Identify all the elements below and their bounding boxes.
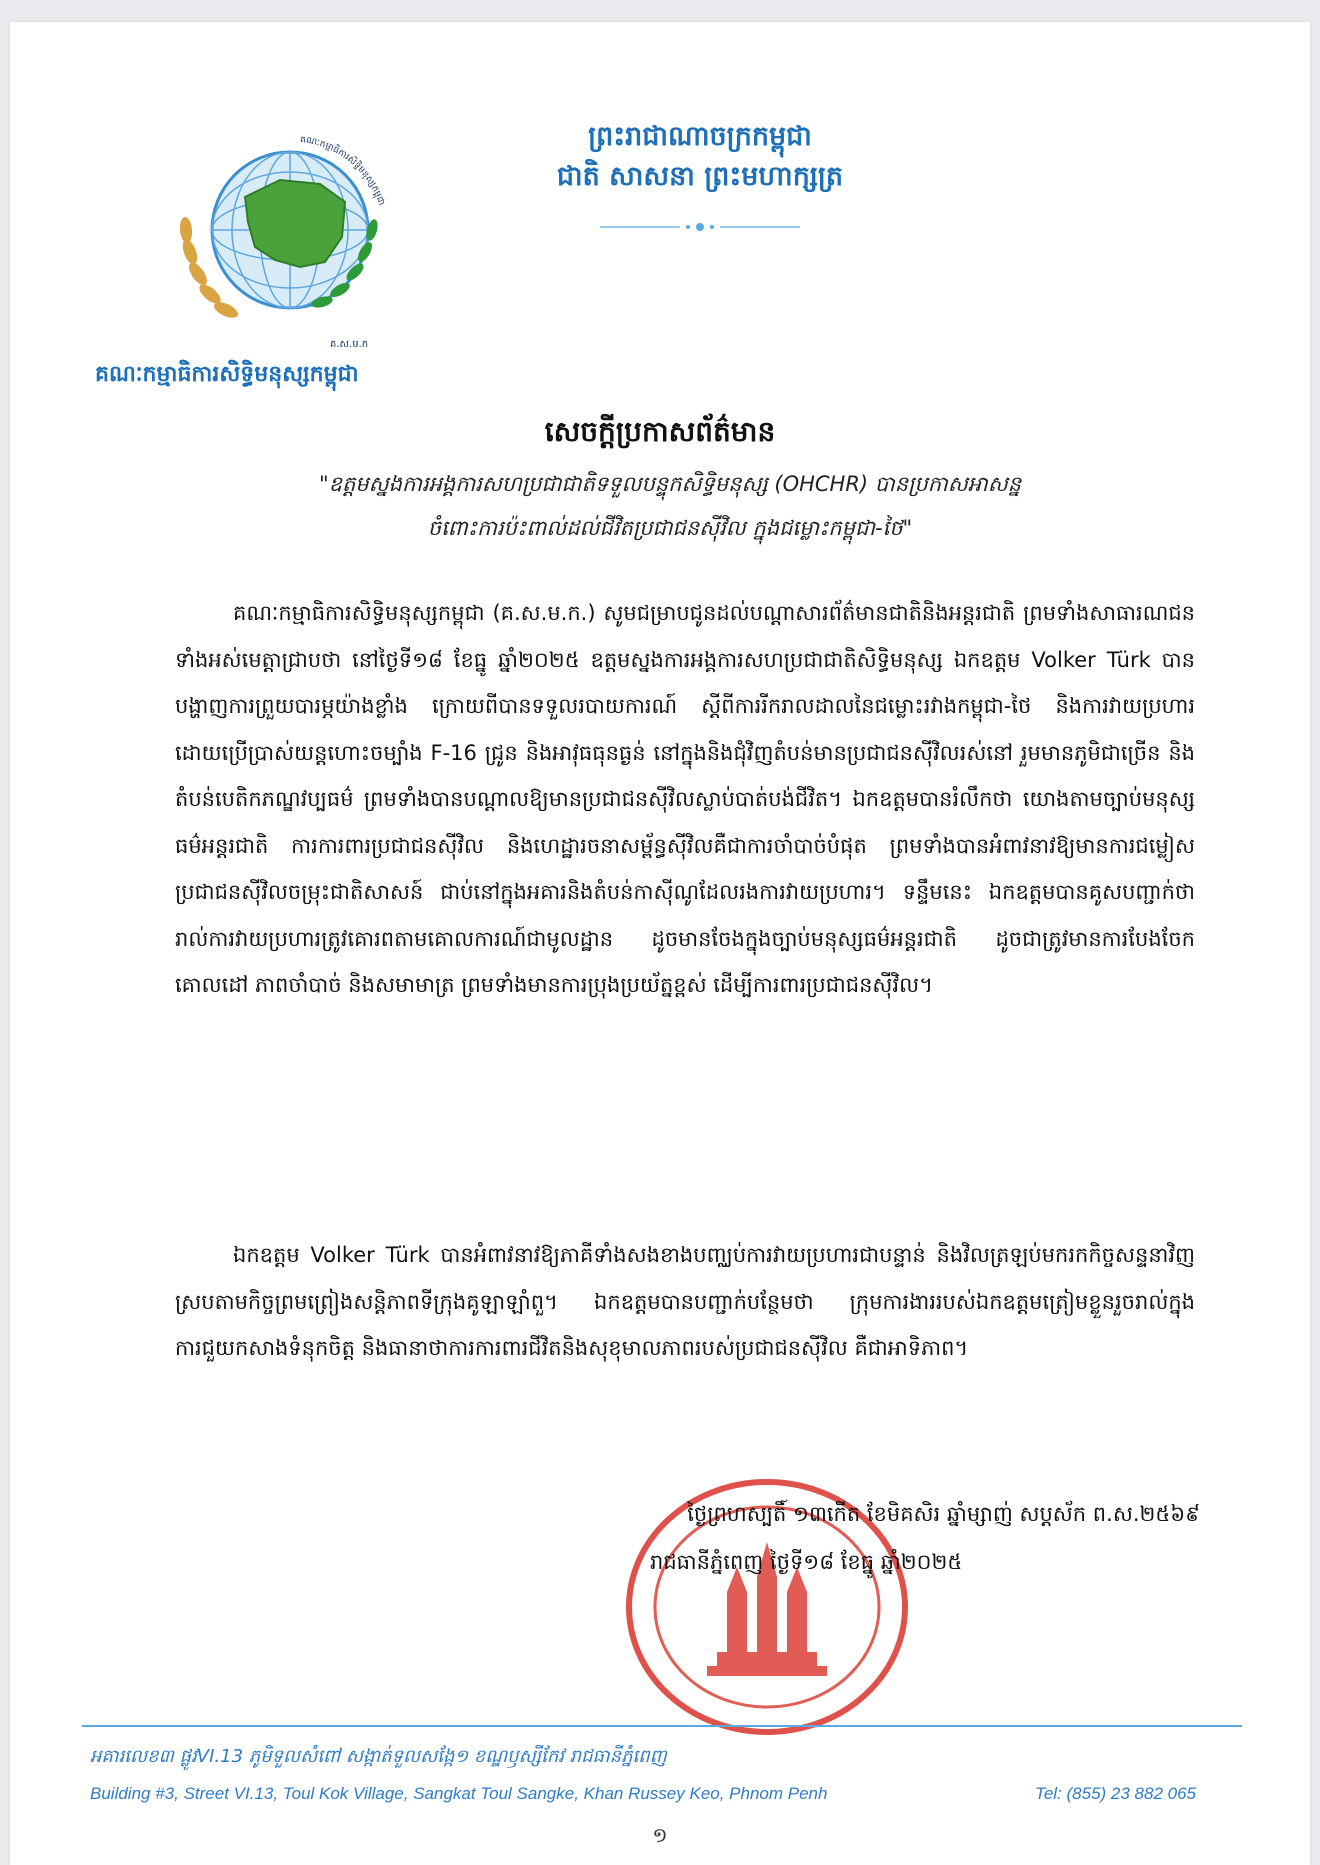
svg-text:គ.ស.ម.ក: គ.ស.ម.ក xyxy=(330,339,369,350)
footer-divider xyxy=(82,1725,1242,1727)
lunar-date: ថ្ងៃព្រហស្បតិ៍ ១៣កើត ខែមិគសិរ ឆ្នាំម្សាញ់ សប្តស័ក ព.ស.២៥៦៩ xyxy=(687,1502,1200,1526)
footer-address-kh: អគារលេខ៣ ផ្លូវVI.13 ភូមិទួលសំពៅ សង្កាត់ទួលសង្កែ១ ខណ្ឌឫស្សីកែវ រាជធានីភ្នំពេញ xyxy=(90,1746,667,1767)
divider-ornament xyxy=(600,218,800,236)
chrc-logo xyxy=(150,102,420,372)
body-paragraph-1 xyxy=(175,590,1195,1009)
body-paragraph-2 xyxy=(175,1232,1195,1372)
svg-text:គណៈកម្មាធិការសិទ្ធិមនុស្សកម្ពុ: គណៈកម្មាធិការសិទ្ធិមនុស្សកម្ពុជា xyxy=(299,134,387,207)
paragraph-text: គណៈកម្មាធិការសិទ្ធិមនុស្សកម្ពុជា (គ.ស.ម.ក.) សូមជម្រាបជូនដល់បណ្តាសារព័ត៌មានជាតិនិងអន្តរជាតិ ព្រមទាំងសាធារណជនទាំងអស់មេត្តាជ្រាបថា នៅថ្ងៃទី១៨ ខែធ្នូ ឆ្នាំ២០២៥ ឧត្តមស្នងការអង្គការសហប្រជាជាតិសិទ្ធិមនុស្ស ឯកឧត្តម Volker Türk បានបង្ហាញការព្រួយបារម្ភយ៉ាងខ្លាំង ក្រោយពីបានទទួលរបាយការណ៍ ស្តីពីការរីករាលដាលនៃជម្លោះរវាងកម្ពុជា-ថៃ និងការវាយប្រហារ ដោយប្រើប្រាស់យន្តហោះចម្បាំង F-16 ជ្រូន និងអាវុធធុនធ្ងន់ នៅក្នុងនិងជុំវិញតំបន់មានប្រជាជនស៊ីវិលរស់នៅ រួមមានភូមិជាច្រើន និងតំបន់បេតិកភណ្ឌវប្បធម៌ ព្រមទាំងបានបណ្តាលឱ្យមានប្រជាជនស៊ីវិលស្លាប់បាត់បង់ជីវិត។ ឯកឧត្តមបានរំលឹកថា យោងតាមច្បាប់មនុស្សធម៌អន្តរជាតិ ការការពារប្រជាជនស៊ីវិល និងហេដ្ឋារចនាសម្ព័ន្ធស៊ីវិលគឺជាការចាំបាច់បំផុត ព្រមទាំងបានអំពាវនាវឱ្យមានការជម្លៀសប្រជាជនស៊ីវិលចម្រុះជាតិសាសន៍ ជាប់នៅក្នុងអគារនិងតំបន់កាស៊ីណូដែលរងការវាយប្រហារ។ ទន្ទឹមនេះ ឯកឧត្តមបានគូសបញ្ជាក់ថា រាល់ការវាយប្រហារត្រូវគោរពតាមគោលការណ៍ជាមូលដ្ឋាន ដូចមានចែងក្នុងច្បាប់មនុស្សធម៌អន្តរជាតិ ដូចជាត្រូវមានការបែងចែកគោលដៅ ភាពចាំបាច់ និងសមាមាត្រ ព្រមទាំងមានការប្រុងប្រយ័ត្នខ្ពស់ ដើម្បីការពារប្រជាជនស៊ីវិល។ xyxy=(175,601,1195,997)
paragraph-text: ឯកឧត្តម Volker Türk បានអំពាវនាវឱ្យភាគីទាំងសងខាងបញ្ឈប់ការវាយប្រហារជាបន្ទាន់ និងវិលត្រឡប់មករកកិច្ចសន្ទនាវិញ ស្របតាមកិច្ចព្រមព្រៀងសន្តិភាពទីក្រុងគូឡាឡាំពួ។ ឯកឧត្តមបានបញ្ជាក់បន្ថែមថា ក្រុមការងាររបស់ឯកឧត្តមត្រៀមខ្លួនរួចរាល់ក្នុងការជួយកសាងទំនុកចិត្ត និងធានាថាការការពារជីវិតនិងសុខុមាលភាពរបស់ប្រជាជនស៊ីវិល គឺជាអាទិភាព។ xyxy=(175,1243,1195,1360)
document-page xyxy=(10,22,1310,1865)
footer-telephone: Tel: (855) 23 882 065 xyxy=(1035,1784,1196,1803)
document-subtitle xyxy=(170,462,1170,550)
date-block xyxy=(540,1490,1200,1586)
page-number: ១ xyxy=(652,1823,668,1847)
motto-line: ជាតិ សាសនា ព្រះមហាក្សត្រ xyxy=(556,161,844,192)
subtitle-line: "ឧត្តមស្នងការអង្គការសហប្រជាជាតិទទួលបន្ទុកសិទ្ធិមនុស្ស (OHCHR) បានប្រកាសអាសន្ន xyxy=(318,472,1022,496)
footer-address-en: Building #3, Street VI.13, Toul Kok Village, Sangkat Toul Sangke, Khan Russey Keo, Phnom Penh xyxy=(90,1784,828,1803)
subtitle-line: ចំពោះការប៉ះពាល់ដល់ជីវិតប្រជាជនស៊ីវិល ក្នុងជម្លោះកម្ពុជា-ថៃ" xyxy=(427,516,913,540)
org-name: គណៈកម្មាធិការសិទ្ធិមនុស្សកម្ពុជា xyxy=(95,362,359,387)
document-title: សេចក្តីប្រកាសព័ត៌មាន xyxy=(544,415,776,448)
kingdom-motto xyxy=(430,117,970,197)
solar-date: រាជធានីភ្នំពេញ ថ្ងៃទី១៨ ខែធ្នូ ឆ្នាំ២០២៥ xyxy=(650,1550,963,1574)
kingdom-line: ព្រះរាជាណាចក្រកម្ពុជា xyxy=(588,121,812,152)
